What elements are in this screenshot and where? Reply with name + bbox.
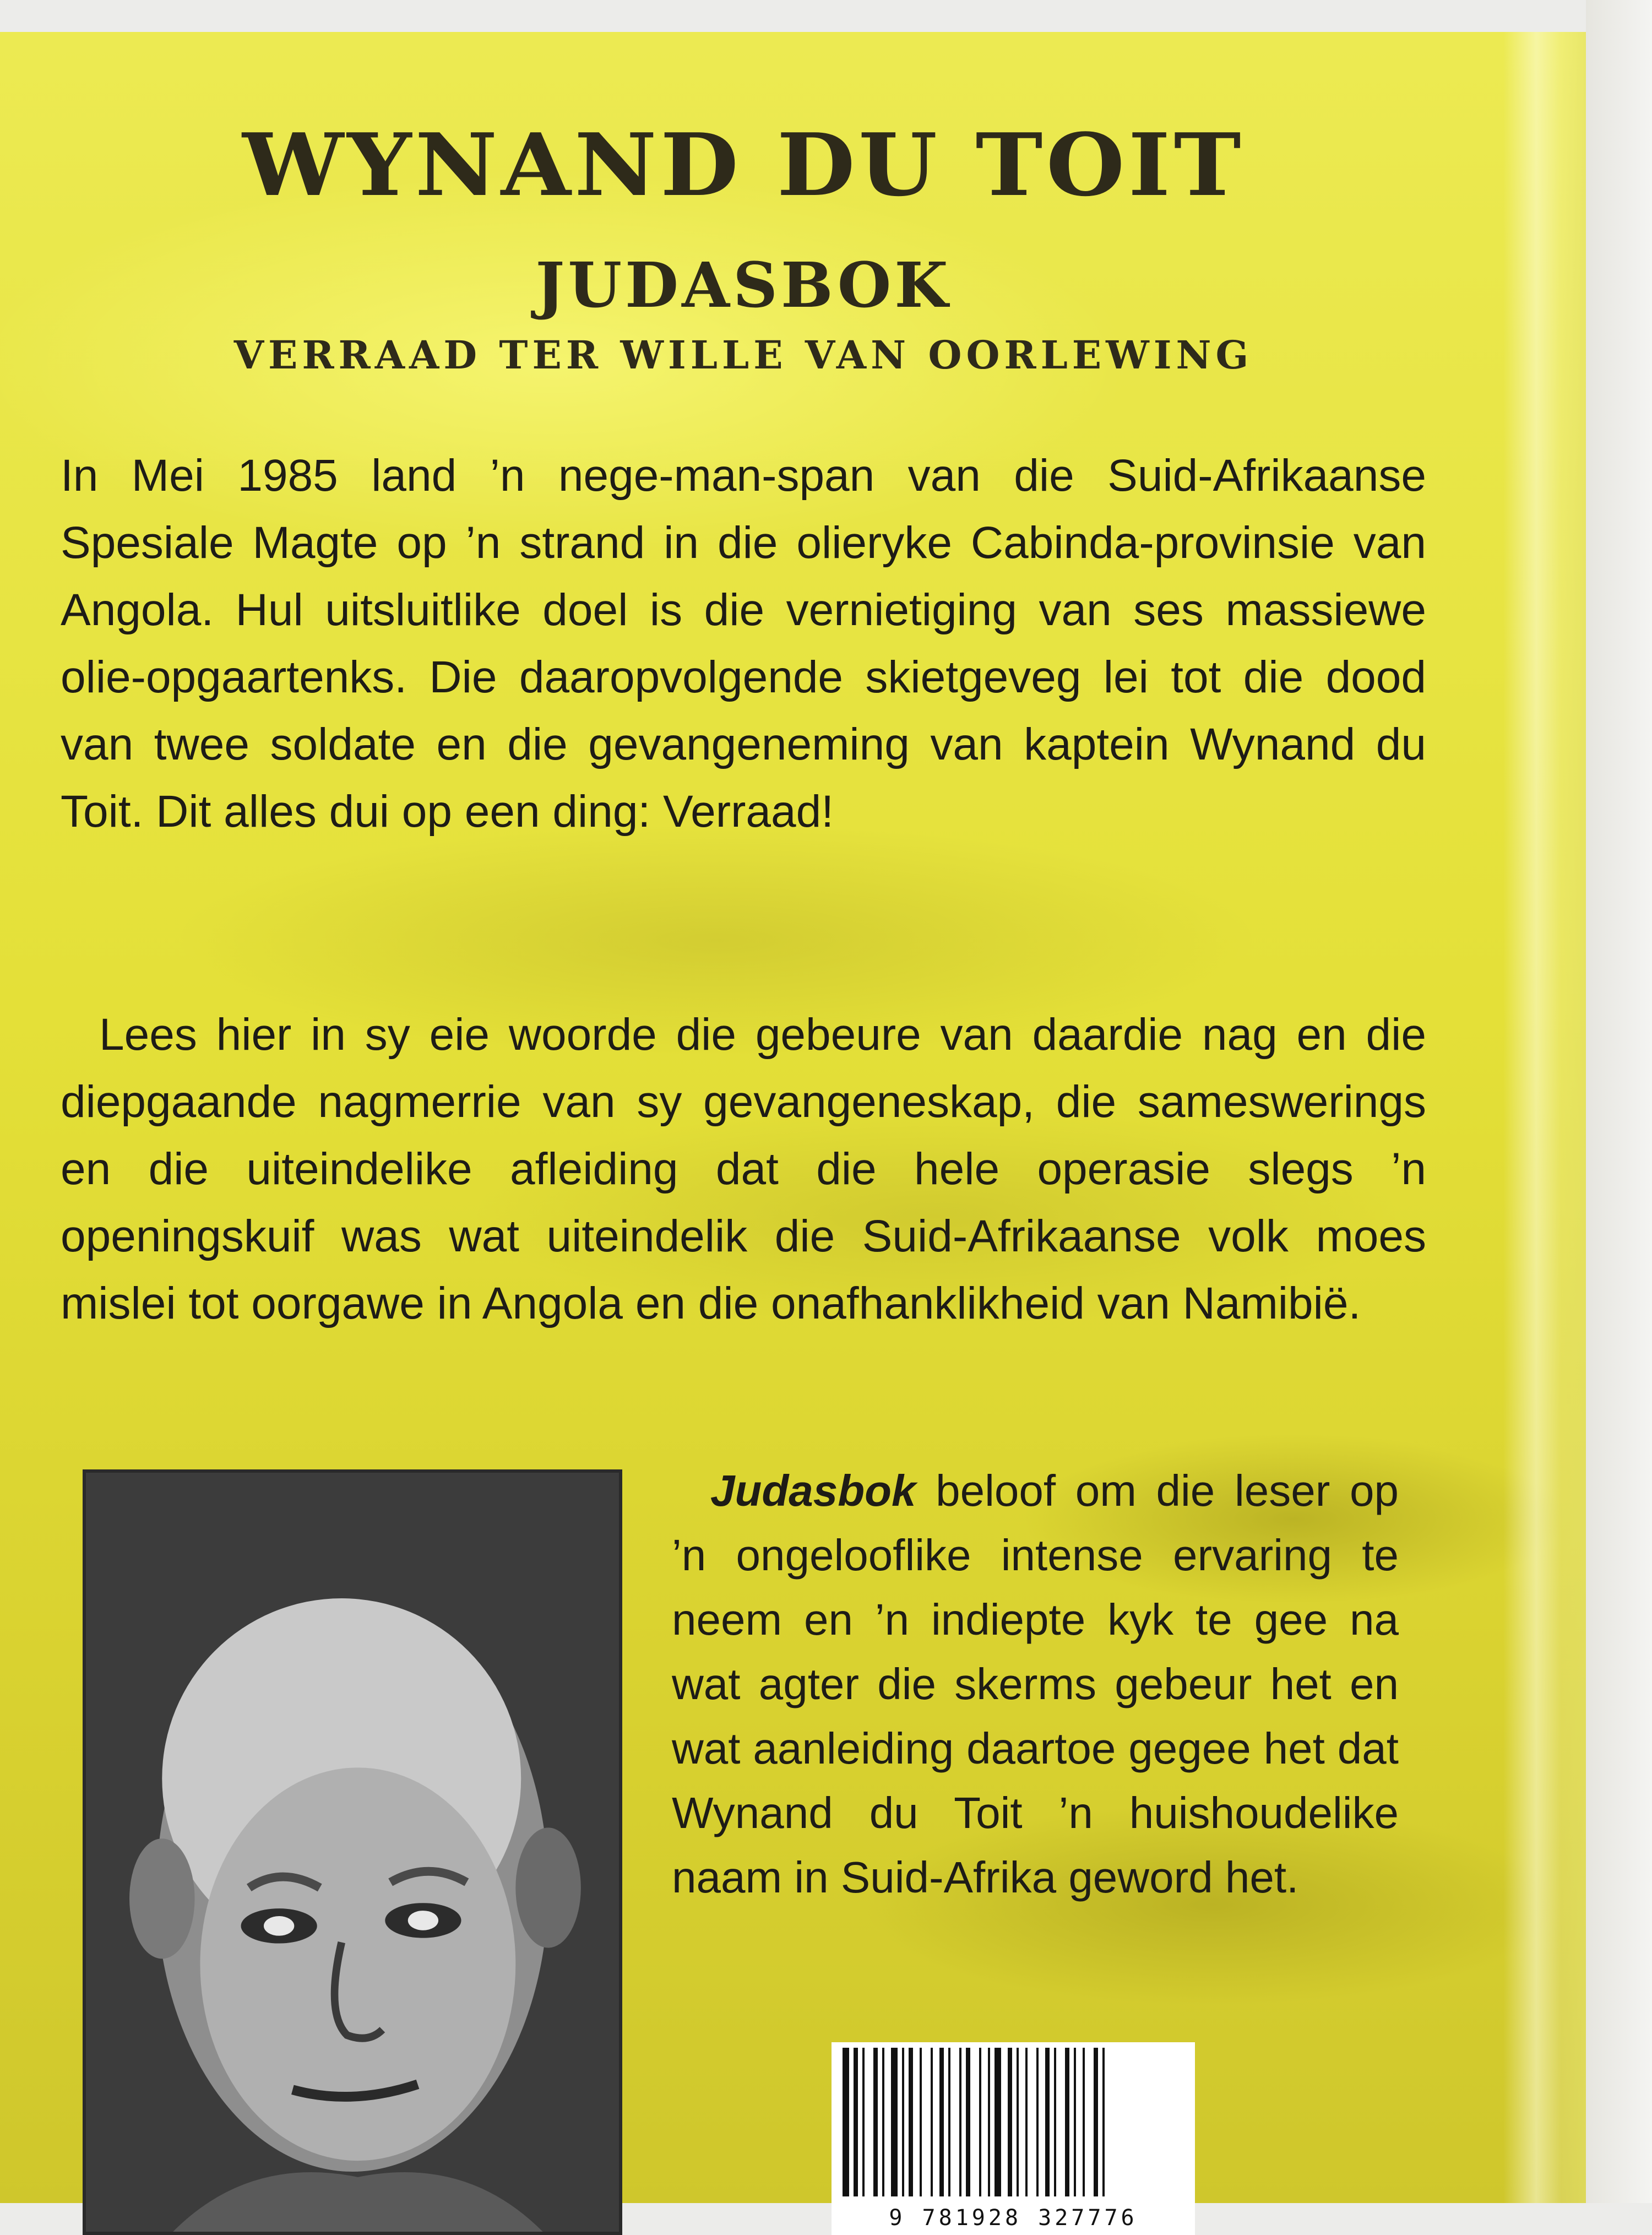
author-portrait xyxy=(83,1469,622,2235)
barcode-bar xyxy=(1074,2048,1076,2196)
blurb-paragraph-2: Lees hier in sy eie woorde die gebeure van daardie nag en die diepgaande nagmerrie van sy gevangeneskap, die sameswerings en die uiteindelike afleiding dat die hele operasie slegs ’n openingskuif was wat uiteindelik die Suid-Afrikaanse volk moes mislei tot oorgawe in Angola en die onafhanklikheid van Namibië. xyxy=(61,1010,1426,1328)
barcode-bar xyxy=(873,2048,878,2196)
isbn-number: 9 781928 327776 xyxy=(889,2205,1138,2231)
barcode-bar xyxy=(909,2048,913,2196)
author-name: WYNAND DU TOIT xyxy=(242,115,1245,215)
background-edge xyxy=(1586,0,1652,2203)
book-title-italic: Judasbok xyxy=(710,1466,916,1515)
book-title: JUDASBOK xyxy=(535,249,952,322)
barcode-bar xyxy=(843,2048,849,2196)
barcode-bar xyxy=(1094,2048,1098,2196)
blurb-paragraph-1: In Mei 1985 land ’n nege-man-span van die Suid-Afrikaanse Spesiale Magte op ’n strand in die olieryke Cabinda-provinsie van Angola. Hul uitsluitlike doel is die vernietiging van ses massiewe olie-opgaartenks. Die daaropvolgende skietgeveg lei tot die dood van twee soldate en die gevangeneming van kaptein Wynand du Toit. Dit alles dui op een ding: Verraad! xyxy=(61,451,1426,837)
barcode-bar xyxy=(1054,2048,1056,2196)
portrait-drawing xyxy=(86,1473,619,2232)
barcode-bar xyxy=(882,2048,884,2196)
barcode-bar xyxy=(1036,2048,1039,2196)
barcode-bar xyxy=(931,2048,933,2196)
barcode-bar xyxy=(1083,2048,1085,2196)
barcode-bar xyxy=(1045,2048,1050,2196)
barcode-bars xyxy=(832,2042,1195,2202)
barcode-bar xyxy=(979,2048,981,2196)
barcode-bar xyxy=(891,2048,898,2196)
barcode-bar xyxy=(1065,2048,1069,2196)
barcode-bar xyxy=(1008,2048,1012,2196)
book-subtitle: VERRAAD TER WILLE VAN OORLEWING xyxy=(233,332,1253,378)
barcode-bar xyxy=(988,2048,990,2196)
barcode-bar xyxy=(1025,2048,1028,2196)
barcode-bar xyxy=(959,2048,961,2196)
barcode-bar xyxy=(920,2048,922,2196)
barcode-bar xyxy=(966,2048,970,2196)
blurb-paragraph-3-text: beloof om die leser op ’n ongelooflike intense ervaring te neem en ’n indiepte kyk te gee na wat agter die skerms gebeur het en wat aanleiding daartoe gegee het dat Wynand du Toit ’n huishoudelike naam in Suid-Afrika geword het. xyxy=(672,1466,1399,1902)
barcode-bar xyxy=(995,2048,1001,2196)
barcode-bar xyxy=(1017,2048,1019,2196)
barcode-bar xyxy=(1102,2048,1105,2196)
cover-spine-glare xyxy=(1503,32,1586,2203)
barcode-bar xyxy=(948,2048,950,2196)
barcode-bar xyxy=(902,2048,904,2196)
barcode-bar xyxy=(854,2048,858,2196)
book-back-cover xyxy=(0,32,1586,2231)
barcode-bar xyxy=(939,2048,944,2196)
barcode-bar xyxy=(862,2048,865,2196)
isbn-barcode xyxy=(832,2042,1195,2235)
blurb-paragraph-3 xyxy=(672,1458,1399,1909)
